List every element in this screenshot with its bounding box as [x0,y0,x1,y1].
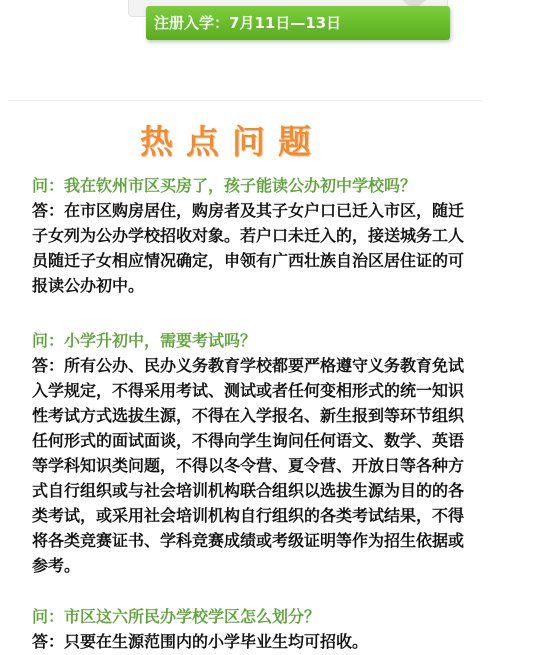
answer-text: 答：所有公办、民办义务教育学校都要严格遵守义务教育免试入学规定，不得采用考试、测试或者任何变相形式的统一知识性考试方式选拔生源，不得在入学报名、新生报到等环节组织任何形式的面试面谈，不得向学生询问任何语文、数学、英语等学科知识类问题，不得以冬令营、夏令营、开放日等各种方式自行组织或与社会培训机构联合组织以选拔生源为目的的各类考试，或采用社会培训机构自行组织的各类考试结果，不得将各类竞赛证书、学科竞赛成绩或考级证明等作为招生依据或参考。 [32,356,465,575]
question-text: 问：我在钦州市区买房了，孩子能读公办初中学校吗？ [32,176,417,195]
registration-date-banner: 注册入学：7月11日—13日 [146,6,450,40]
qa-item-3 [32,604,472,654]
section-title-hot-questions: 热点问题 [140,122,324,161]
qa-item-1 [32,173,472,298]
qa-item-2 [32,328,472,578]
section-divider [8,100,482,101]
answer-text: 答：在市区购房居住，购房者及其子女户口已迁入市区，随迁子女列为公办学校招收对象。若户口未迁入的，接送城务工人员随迁子女相应情况确定，申领有广西壮族自治区居住证的可报读公办初中。 [32,201,465,295]
answer-text: 答：只要在生源范围内的小学毕业生均可招收。 [32,632,369,651]
question-text: 问：市区这六所民办学校学区怎么划分？ [32,607,321,626]
question-text: 问：小学升初中，需要考试吗？ [32,331,257,350]
